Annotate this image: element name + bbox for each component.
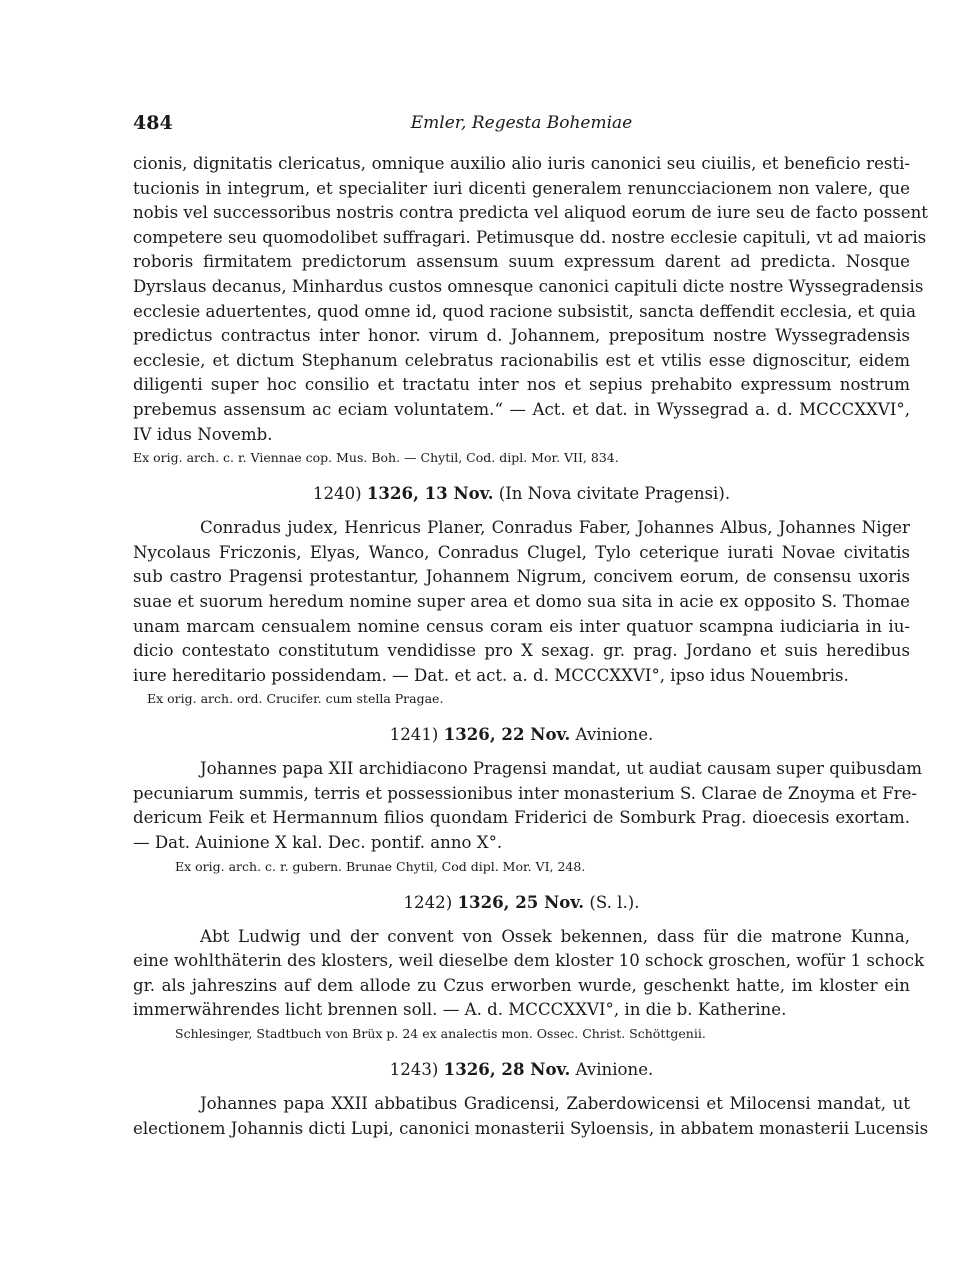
text-line: IV idus Novemb. [133,424,273,444]
entry-place: Avinione. [575,1060,654,1080]
entry-number: 1240) [312,484,362,504]
text-line: Conradus judex, Henricus Planer, Conradus Faber, Johannes Albus, Johannes Niger [200,518,910,538]
text-line: cionis, dignitatis clericatus, omnique auxilio alio iuris canonici seu ciuilis, et beneficio resti- [133,154,910,173]
entry-date: 1326, 25 Nov. [457,891,585,912]
text-line: Dyrslaus decanus, Minhardus custos omnesque canonici capituli dicte nostre Wyssegradensis [133,276,924,296]
entry-number: 1243) [389,1060,439,1080]
running-title: Emler, Regesta Bohemiae [410,113,633,133]
text-line: prebemus assensum ac eciam voluntatem.“ — Act. et dat. in Wyssegrad a. d. MCCCXXVI°, [133,399,910,419]
entry-place: (S. l.). [589,892,640,912]
entry-place: Avinione. [575,725,654,745]
text-line: nobis vel successoribus nostris contra predicta vel aliquod eorum de iure seu de facto possent [133,203,928,223]
text-line: electionem Johannis dicti Lupi, canonici monasterii Syloensis, in abbatem monasterii Lucensis [133,1118,929,1138]
source-note: Schlesinger, Stadtbuch von Brüx p. 24 ex analectis mon. Ossec. Christ. Schöttgenii. [175,1026,706,1042]
text-line: Johannes papa XXII abbatibus Gradicensi, Zaberdowicensi et Milocensi mandat, ut [200,1094,910,1114]
page-number: 484 [133,112,173,134]
text-line: diligenti super hoc consilio et tractatu inter nos et sepius prehabito expressum nostrum [133,375,910,395]
text-line: immerwährendes licht brennen soll. — A. d. MCCCXXVI°, in die b. Katherine. [133,1000,787,1020]
text-line: gr. als jahreszins auf dem allode zu Czus erworben wurde, geschenkt hatte, im kloster ein [133,975,910,995]
entry-heading [133,890,910,915]
text-line: dericum Feik et Hermannum filios quondam Friderici de Somburk Prag. dioecesis exortam. [133,808,910,828]
text-line: tucionis in integrum, et specialiter iuri dicenti generalem renuncciacionem non valere, que [133,178,910,198]
text-line: iure hereditario possidendam. — Dat. et act. a. d. MCCCXXVI°, ipso idus Nouembris. [133,665,849,685]
source-note: Ex orig. arch. ord. Crucifer. cum stella Pragae. [147,691,444,707]
entry-text [133,516,910,688]
entry-date: 1326, 22 Nov. [443,724,571,745]
entry-text [133,1092,929,1141]
entry-date: 1326, 28 Nov. [443,1059,571,1080]
text-line: ecclesie, et dictum Stephanum celebratus racionabilis est et vtilis esse dignoscitur, eidem [133,350,910,370]
text-line: — Dat. Auinione X kal. Dec. pontif. anno X°. [133,833,503,853]
text-line: eine wohlthäterin des klosters, weil dieselbe dem kloster 10 schock groschen, wofür 1 schock [133,951,925,971]
entry-heading [133,481,910,506]
text-line: predictus contractus inter honor. virum d. Johannem, prepositum nostre Wyssegradensis [133,326,910,346]
text-line: Johannes papa XII archidiacono Pragensi mandat, ut audiat causam super quibusdam [200,759,922,779]
source-note: Ex orig. arch. c. r. gubern. Brunae Chytil, Cod dipl. Mor. VI, 248. [175,858,586,874]
text-line: Nycolaus Friczonis, Elyas, Wanco, Conradus Clugel, Tylo ceterique iurati Novae civitatis [133,542,910,562]
text-line: unam marcam censualem nomine census coram eis inter quatuor scampna iudiciaria in iu- [133,616,910,636]
entry-heading [133,1057,910,1082]
entry-heading [133,722,910,747]
text-line: roboris firmitatem predictorum assensum suum expressum darent ad predicta. Nosque [133,252,910,272]
text-line: dicio contestato constitutum vendidisse pro X sexag. gr. prag. Jordano et suis heredibus [133,641,910,661]
text-line: sub castro Pragensi protestantur, Johannem Nigrum, concivem eorum, de consensu uxoris [133,567,910,587]
page-body [133,112,929,1141]
text-line: competere seu quomodolibet suffragari. Petimusque dd. nostre ecclesie capituli, vt ad maioris [133,227,927,247]
entry-number: 1241) [389,725,439,745]
page-header [133,112,910,142]
continuation-text [133,152,928,447]
text-line: Abt Ludwig und der convent von Ossek bekennen, dass für die matrone Kunna, [200,926,910,946]
text-line: pecuniarum summis, terris et possessionibus inter monasterium S. Clarae de Znoyma et Fre- [133,783,917,803]
entry-date: 1326, 13 Nov. [366,483,494,504]
entry-text [133,757,922,855]
source-note: Ex orig. arch. c. r. Viennae cop. Mus. Boh. — Chytil, Cod. dipl. Mor. VII, 834. [133,450,619,466]
entry-number: 1242) [403,892,453,912]
text-line: ecclesie aduertentes, quod omne id, quod racione subsistit, sancta deffendit ecclesia, et quia [133,301,916,321]
text-line: suae et suorum heredum nomine super area et domo sua sita in acie ex opposito S. Thomae [133,591,910,611]
entry-text [133,925,925,1023]
entry-place: (In Nova civitate Pragensi). [498,484,731,504]
